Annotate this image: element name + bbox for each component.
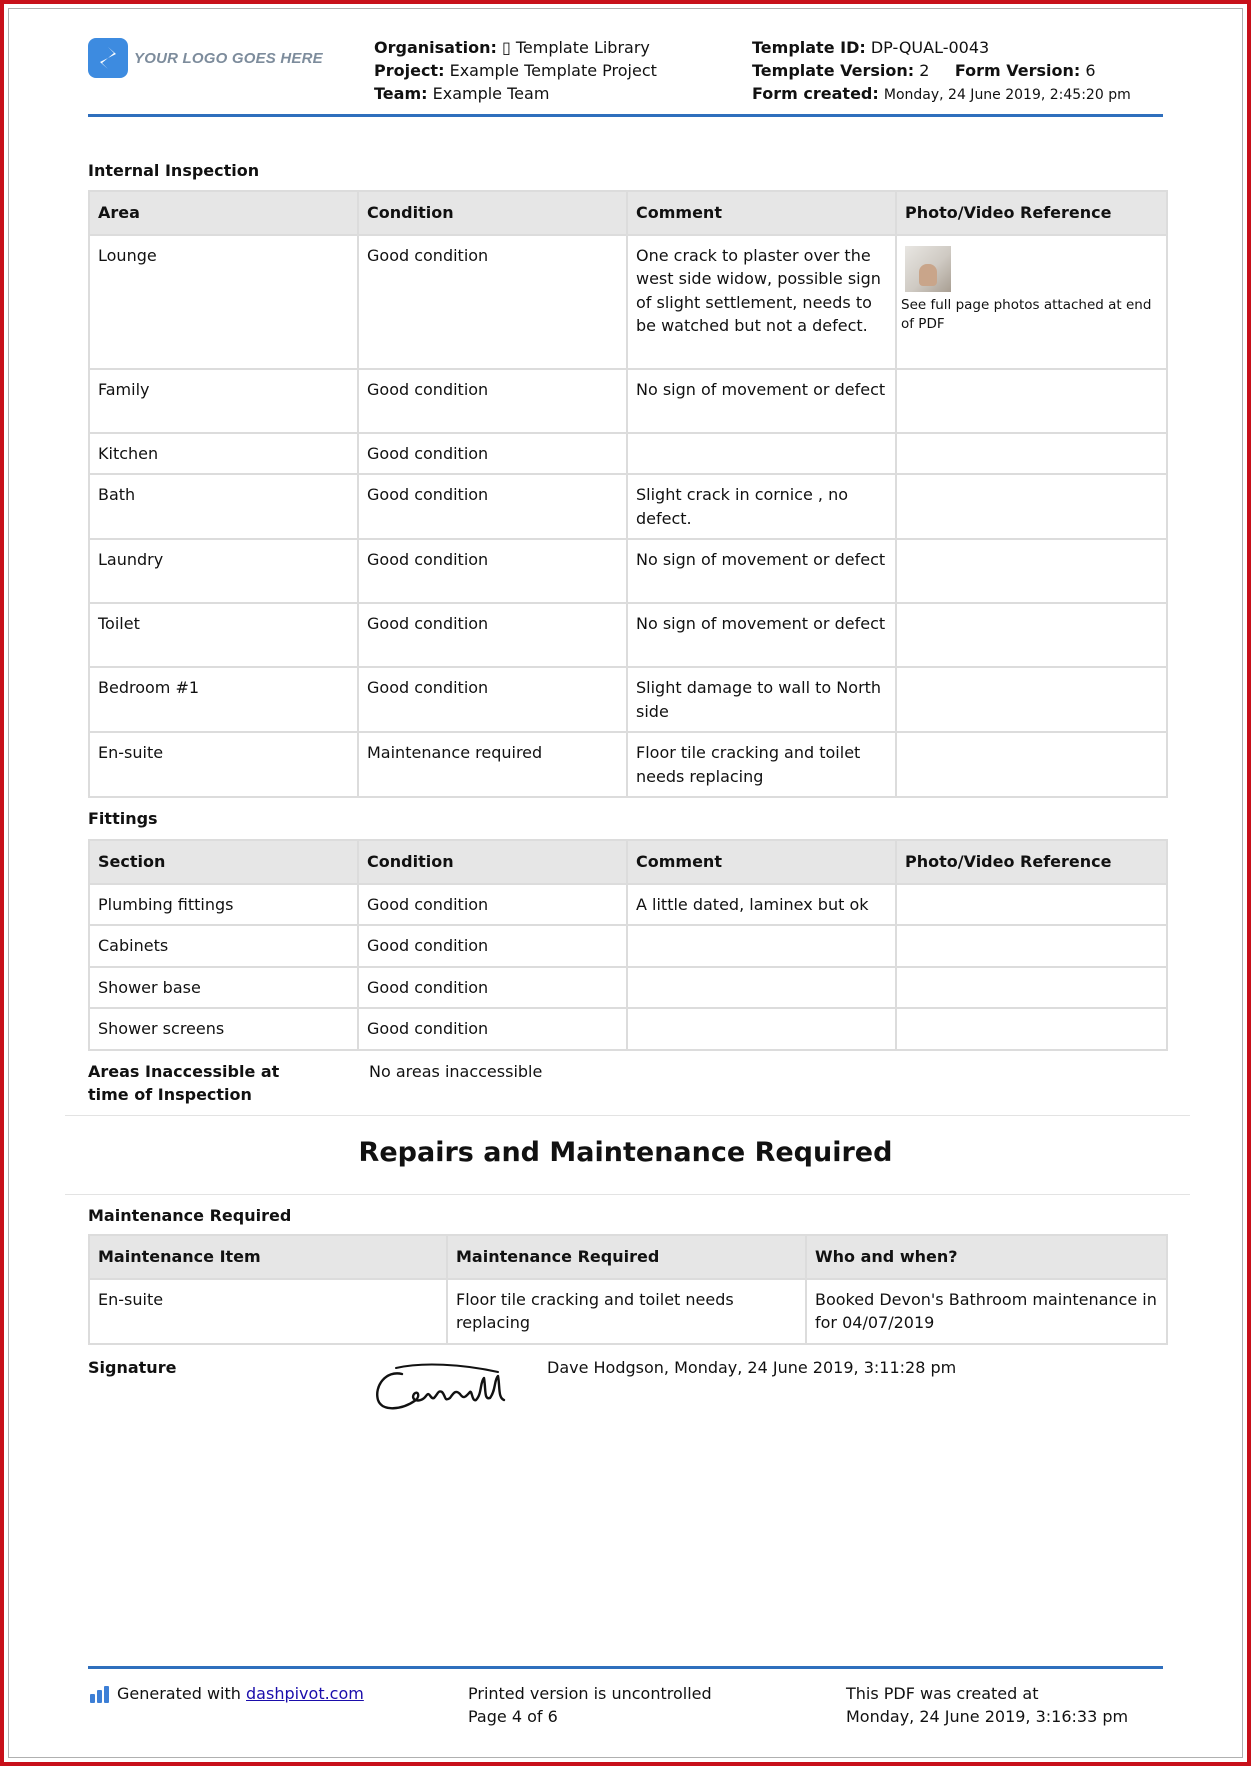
- cell-comment: One crack to plaster over the west side widow, possible sign of slight settlement, needs to be watched but not a defect.: [627, 235, 896, 369]
- cell-condition: Good condition: [358, 925, 627, 967]
- col-maintenance-required: Maintenance Required: [447, 1235, 806, 1279]
- col-condition: Condition: [358, 840, 627, 884]
- col-maintenance-item: Maintenance Item: [89, 1235, 447, 1279]
- cell-photo: [896, 433, 1167, 475]
- cell-condition: Good condition: [358, 474, 627, 539]
- table-row: [89, 369, 1167, 433]
- form-created-value: Monday, 24 June 2019, 2:45:20 pm: [883, 87, 1131, 103]
- table-row: [89, 433, 1167, 475]
- maintenance-table: [88, 1234, 1168, 1345]
- fittings-table: [88, 839, 1168, 1051]
- signature-signed-by: Dave Hodgson, Monday, 24 June 2019, 3:11:28 pm: [547, 1358, 957, 1377]
- table-row: [89, 1008, 1167, 1050]
- cell-comment: [627, 967, 896, 1009]
- inaccessible-value: No areas inaccessible: [369, 1062, 543, 1081]
- cell-photo: [896, 967, 1167, 1009]
- cell-photo: [896, 732, 1167, 797]
- cell-section: Shower base: [89, 967, 358, 1009]
- cell-photo: [896, 235, 1167, 369]
- uncontrolled-note: Printed version is uncontrolled: [468, 1684, 712, 1703]
- col-condition: Condition: [358, 191, 627, 235]
- dashpivot-icon: [90, 1685, 109, 1703]
- table-row: [89, 474, 1167, 539]
- form-version-value: 6: [1085, 61, 1096, 80]
- project-value: Example Template Project: [449, 61, 657, 80]
- template-version-label: Template Version:: [752, 61, 915, 80]
- table-row: [89, 884, 1167, 926]
- page-number: Page 4 of 6: [468, 1707, 558, 1726]
- footer-divider: [88, 1666, 1163, 1669]
- cell-comment: [627, 925, 896, 967]
- cell-section: Shower screens: [89, 1008, 358, 1050]
- project-label: Project:: [374, 61, 445, 80]
- cell-section: Cabinets: [89, 925, 358, 967]
- col-section: Section: [89, 840, 358, 884]
- cell-comment: No sign of movement or defect: [627, 369, 896, 433]
- repairs-heading: Repairs and Maintenance Required: [358, 1137, 893, 1168]
- internal-inspection-table: [88, 190, 1168, 798]
- document-header: [88, 36, 1162, 118]
- organisation-value: ▯ Template Library: [501, 38, 650, 57]
- table-row: [89, 1279, 1167, 1344]
- section-divider: [65, 1194, 1190, 1195]
- col-comment: Comment: [627, 840, 896, 884]
- cell-area: Bath: [89, 474, 358, 539]
- cell-area: Family: [89, 369, 358, 433]
- cell-comment: Floor tile cracking and toilet needs replacing: [627, 732, 896, 797]
- cell-area: Lounge: [89, 235, 358, 369]
- cell-photo: [896, 603, 1167, 667]
- form-version-label: Form Version:: [954, 61, 1081, 80]
- footer-created-info: [846, 1682, 1128, 1728]
- cell-photo: [896, 539, 1167, 603]
- cell-condition: Good condition: [358, 235, 627, 369]
- cell-photo: [896, 369, 1167, 433]
- signature-label: Signature: [88, 1358, 177, 1377]
- cell-area: Toilet: [89, 603, 358, 667]
- cell-condition: Good condition: [358, 539, 627, 603]
- table-header-row: [89, 1235, 1167, 1279]
- col-area: Area: [89, 191, 358, 235]
- team-label: Team:: [374, 84, 428, 103]
- col-who-and-when: Who and when?: [806, 1235, 1167, 1279]
- cell-condition: Good condition: [358, 1008, 627, 1050]
- col-photo-reference: Photo/Video Reference: [896, 191, 1167, 235]
- col-comment: Comment: [627, 191, 896, 235]
- cell-who-and-when: Booked Devon's Bathroom maintenance in for 04/07/2019: [806, 1279, 1167, 1344]
- photo-note: See full page photos attached at end of PDF: [901, 296, 1152, 332]
- maintenance-title: Maintenance Required: [88, 1206, 292, 1225]
- template-id-label: Template ID:: [752, 38, 866, 57]
- cell-area: En-suite: [89, 732, 358, 797]
- section-divider: [65, 1115, 1190, 1116]
- cell-condition: Good condition: [358, 369, 627, 433]
- table-row: [89, 967, 1167, 1009]
- cell-photo: [896, 474, 1167, 539]
- template-id-value: DP-QUAL-0043: [870, 38, 990, 57]
- logo: [88, 38, 323, 78]
- footer-generated: [90, 1682, 364, 1705]
- cell-comment: No sign of movement or defect: [627, 539, 896, 603]
- cell-area: Laundry: [89, 539, 358, 603]
- cell-condition: Good condition: [358, 884, 627, 926]
- cell-comment: Slight crack in cornice , no defect.: [627, 474, 896, 539]
- logo-text: YOUR LOGO GOES HERE: [134, 49, 323, 67]
- cell-section: Plumbing fittings: [89, 884, 358, 926]
- cell-condition: Good condition: [358, 603, 627, 667]
- cell-photo: [896, 884, 1167, 926]
- cell-maintenance-item: En-suite: [89, 1279, 447, 1344]
- logo-icon: [88, 38, 128, 78]
- signature-image: [372, 1360, 508, 1424]
- col-photo-reference: Photo/Video Reference: [896, 840, 1167, 884]
- table-row: [89, 667, 1167, 732]
- cell-condition: Good condition: [358, 667, 627, 732]
- cell-condition: Maintenance required: [358, 732, 627, 797]
- team-value: Example Team: [432, 84, 550, 103]
- photo-thumbnail[interactable]: [905, 246, 951, 292]
- cell-area: Bedroom #1: [89, 667, 358, 732]
- table-row: [89, 235, 1167, 369]
- cell-comment: Slight damage to wall to North side: [627, 667, 896, 732]
- table-row: [89, 732, 1167, 797]
- cell-area: Kitchen: [89, 433, 358, 475]
- template-version-value: 2: [919, 61, 930, 80]
- header-org-info: [374, 36, 657, 105]
- cell-comment: [627, 1008, 896, 1050]
- table-row: [89, 603, 1167, 667]
- header-divider: [88, 114, 1163, 117]
- cell-comment: [627, 433, 896, 475]
- footer-print-info: [468, 1682, 712, 1728]
- fittings-title: Fittings: [88, 809, 158, 828]
- cell-photo: [896, 1008, 1167, 1050]
- table-row: [89, 925, 1167, 967]
- form-created-label: Form created:: [752, 84, 879, 103]
- inaccessible-label: Areas Inaccessible at time of Inspection: [88, 1062, 280, 1104]
- table-header-row: [89, 191, 1167, 235]
- table-row: [89, 539, 1167, 603]
- created-line-1: This PDF was created at: [846, 1684, 1039, 1703]
- generated-prefix: Generated with: [117, 1684, 241, 1703]
- cell-photo: [896, 925, 1167, 967]
- cell-maintenance-required: Floor tile cracking and toilet needs replacing: [447, 1279, 806, 1344]
- dashpivot-link[interactable]: dashpivot.com: [246, 1684, 364, 1703]
- organisation-label: Organisation:: [374, 38, 497, 57]
- created-line-2: Monday, 24 June 2019, 3:16:33 pm: [846, 1707, 1129, 1726]
- header-template-info: [752, 36, 1131, 107]
- cell-condition: Good condition: [358, 433, 627, 475]
- cell-comment: No sign of movement or defect: [627, 603, 896, 667]
- table-header-row: [89, 840, 1167, 884]
- cell-condition: Good condition: [358, 967, 627, 1009]
- internal-inspection-title: Internal Inspection: [88, 161, 260, 180]
- cell-comment: A little dated, laminex but ok: [627, 884, 896, 926]
- cell-photo: [896, 667, 1167, 732]
